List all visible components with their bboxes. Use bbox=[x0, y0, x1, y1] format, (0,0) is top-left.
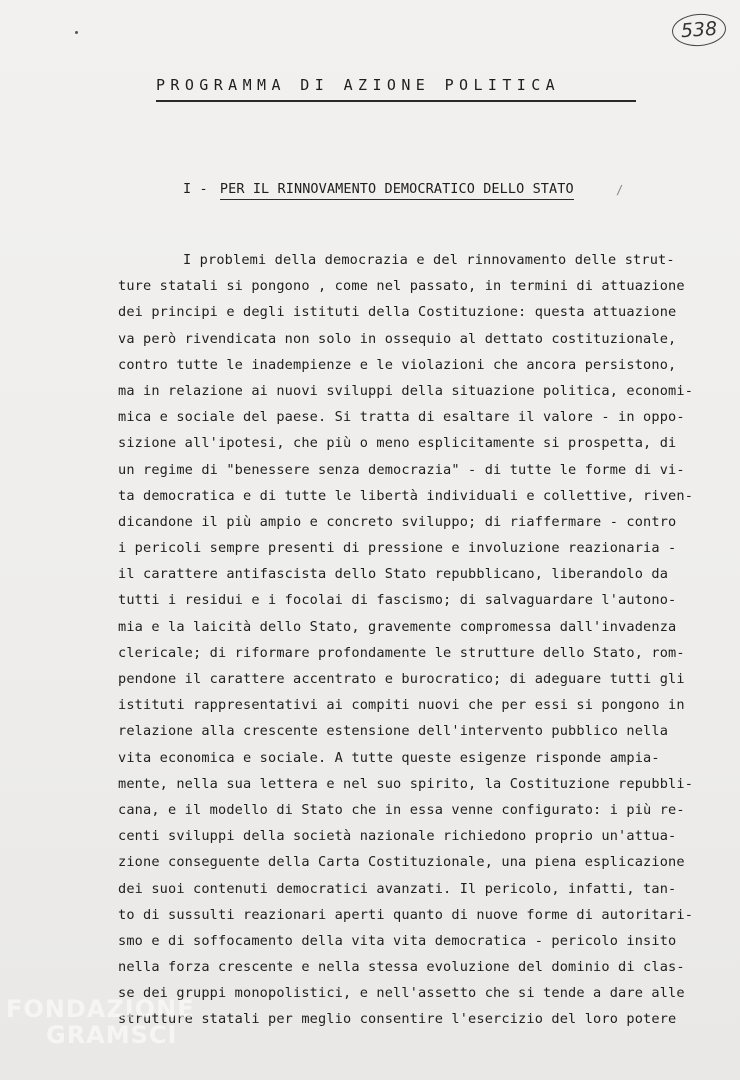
text-line: i pericoli sempre presenti di pressione e involuzione reazionaria - bbox=[118, 540, 677, 557]
section-number: I - bbox=[183, 181, 208, 197]
text-line: pendone il carattere accentrato e burocratico; di adeguare tutti gli bbox=[118, 671, 685, 687]
text-line: va però rivendicata non solo in ossequio al dettato costituzionale, bbox=[118, 330, 677, 347]
text-line: dicandone il più ampio e concreto sviluppo; di riaffermare - contro bbox=[118, 513, 677, 530]
text-line: istituti rappresentativi ai compiti nuovi che per essi si pongono in bbox=[118, 697, 685, 714]
watermark-line-2: GRAMSCI bbox=[46, 1021, 178, 1049]
text-line: un regime di "benessere senza democrazia" - di tutte le forme di vi- bbox=[118, 461, 685, 478]
text-line: sizione all'ipotesi, che più o meno esplicitamente si prospetta, di bbox=[118, 435, 677, 452]
page-number-stamp: 538 bbox=[671, 12, 727, 48]
pen-mark: / bbox=[616, 183, 624, 197]
text-line: ture statali si pongono , come nel passato, in termini di attuazione bbox=[118, 278, 685, 295]
archive-watermark bbox=[6, 996, 195, 1048]
text-line: mica e sociale del paese. Si tratta di esaltare il valore - in oppo- bbox=[118, 409, 685, 426]
text-line: relazione alla crescente estensione dell'intervento pubblico nella bbox=[118, 723, 669, 740]
text-line: mia e la laicità dello Stato, gravemente compromessa dall'invadenza bbox=[118, 618, 677, 635]
text-line: ta democratica e di tutte le libertà individuali e collettive, riven- bbox=[118, 487, 694, 504]
section-heading bbox=[183, 181, 574, 197]
text-line: strutture statali per meglio consentire l'esercizio del loro potere bbox=[118, 1011, 677, 1028]
text-line: to di sussulti reazionari aperti quanto di nuove forme di autoritari- bbox=[118, 906, 694, 923]
text-line: centi sviluppi della società nazionale richiedono proprio un'attua- bbox=[118, 828, 677, 845]
text-line: ma in relazione ai nuovi sviluppi della situazione politica, economi- bbox=[118, 382, 694, 399]
text-line: vita economica e sociale. A tutte queste esigenze risponde ampia- bbox=[118, 749, 660, 766]
text-line: dei principi e degli istituti della Costituzione: questa attuazione bbox=[118, 304, 677, 321]
text-line: I problemi della democrazia e del rinnovamento delle strut- bbox=[183, 252, 675, 268]
body-paragraph bbox=[118, 250, 708, 1036]
text-line: contro tutte le inadempienze e le violazioni che ancora persistono, bbox=[118, 356, 677, 373]
ink-speck bbox=[75, 31, 78, 34]
text-line: se dei gruppi monopolistici, e nell'assetto che si tende a dare alle bbox=[118, 985, 685, 1002]
text-line: clericale; di riformare profondamente le strutture dello Stato, rom- bbox=[118, 644, 685, 661]
section-title: PER IL RINNOVAMENTO DEMOCRATICO DELLO STATO bbox=[220, 181, 574, 200]
text-line: il carattere antifascista dello Stato repubblicano, liberandolo da bbox=[118, 566, 669, 583]
text-line: zione conseguente della Carta Costituzionale, una piena esplicazione bbox=[118, 854, 685, 871]
text-line: dei suoi contenuti democratici avanzati. Il pericolo, infatti, tan- bbox=[118, 880, 677, 897]
watermark-line-1: FONDAZIONE bbox=[6, 995, 195, 1023]
text-line: smo e di soffocamento della vita vita democratica - pericolo insito bbox=[118, 932, 677, 949]
text-line: mente, nella sua lettera e nel suo spirito, la Costituzione repubbli- bbox=[118, 775, 694, 792]
text-line: cana, e il modello di Stato che in essa venne configurato: i più re- bbox=[118, 801, 685, 818]
document-title: PROGRAMMA DI AZIONE POLITICA bbox=[156, 76, 636, 102]
text-line: nella forza crescente e nella stessa evoluzione del dominio di clas- bbox=[118, 959, 685, 976]
text-line: tutti i residui e i focolai di fascismo; di salvaguardare l'autono- bbox=[118, 592, 677, 609]
